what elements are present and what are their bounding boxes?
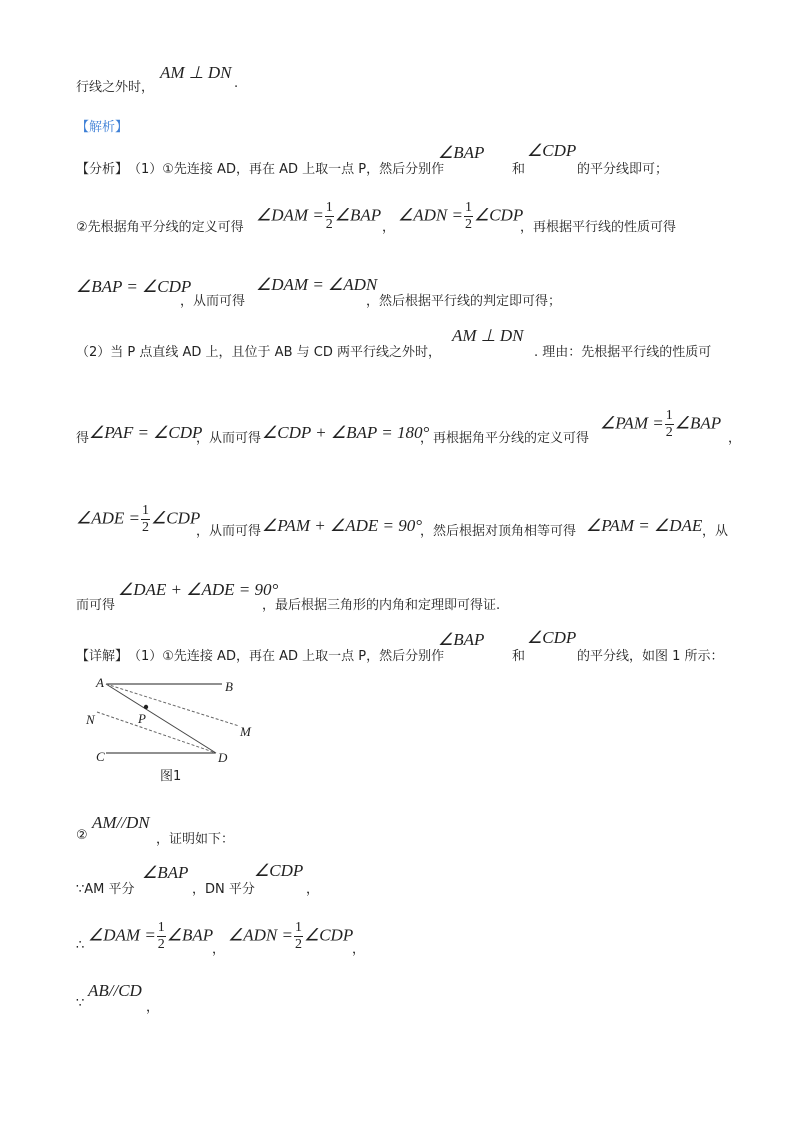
math [600,408,721,441]
text: 得 [76,431,90,446]
label-N: N [86,712,95,727]
math: ∠CDP [254,861,304,880]
fraction-denominator: 2 [464,217,472,232]
fraction [157,920,166,953]
detail-tag: 【详解】 [76,649,129,664]
figure-caption: 图1 [160,769,182,784]
fraction-denominator: 2 [325,217,333,232]
math: ∠BAP [438,630,485,649]
math: ∠PAF = ∠CDP [89,423,203,442]
fraction [464,200,473,233]
section-heading-jiexi: 【解析】 [76,120,129,135]
fraction [665,408,674,441]
math-part: ∠ADE = [76,508,141,528]
math [398,200,523,233]
math-part: ∠CDP [303,925,354,945]
figure-1-diagram [82,672,262,784]
fraction-numerator: 1 [294,920,302,935]
text: 的平分线即可； [577,162,669,177]
text: ，DN 平分 [192,882,255,897]
math: ∠PAM = ∠DAE [586,516,703,535]
text: （1）①先连接 AD，再在 AD 上取一点 P，然后分别作 [128,162,445,177]
label-M: M [240,724,251,739]
text: ， [146,1000,160,1015]
fraction-denominator: 2 [142,520,150,535]
text: 和 [512,649,526,664]
text: 和 [512,162,526,177]
math-part: ∠BAP [674,413,722,433]
text: 行线之外时， [76,80,155,95]
math: ∠DAM = ∠ADN [256,275,378,294]
fraction-numerator: 1 [464,200,472,215]
text: ，从 [702,524,729,539]
math-part: ∠BAP [166,925,214,945]
text: ，从而可得 [196,524,262,539]
math-part: ∠ADN = [228,925,293,945]
math-part: ∠CDP [151,508,201,528]
text: ，从而可得 [180,294,246,309]
text: （2）当 P 点直线 AD 上，且位于 AB 与 CD 两平行线之外时， [76,345,441,360]
math-part: ∠CDP [473,205,524,225]
text: ∵ [76,996,85,1011]
math-part: ∠BAP [334,205,382,225]
text: （1）①先连接 AD，再在 AD 上取一点 P，然后分别作 [128,649,445,664]
fraction [141,503,150,536]
math-part: ∠DAM = [88,925,156,945]
segment-AD [106,684,216,753]
label-B: B [225,679,233,694]
text: ，从而可得 [196,431,262,446]
math: ∠BAP [438,143,485,162]
math: ∠DAE + ∠ADE = 90° [118,580,279,599]
math: ∠BAP [142,863,189,882]
text: ，然后根据平行线的判定即可得； [366,294,562,309]
text: ， [306,882,320,897]
text: 而可得 [76,598,116,613]
math: ∠BAP = ∠CDP [76,277,192,296]
fraction-numerator: 1 [325,200,333,215]
math [88,920,213,953]
text: ，最后根据三角形的内角和定理即可得证. [262,598,501,613]
math: AM ⊥ DN [160,63,232,82]
math [256,200,381,233]
point-P [144,705,148,709]
math [228,920,353,953]
fraction-numerator: 1 [142,503,150,518]
math: ∠CDP [527,141,577,160]
text: ， [352,942,366,957]
text: ， [382,220,396,235]
text: . 理由：先根据平行线的性质可 [534,345,712,360]
text: ② [76,828,88,843]
math-part: ∠PAM = [600,413,664,433]
fraction-numerator: 1 [157,920,165,935]
text: ， [212,942,226,957]
math: ∠PAM + ∠ADE = 90° [262,516,423,535]
fraction-denominator: 2 [665,425,673,440]
bisector-DN [97,712,216,753]
label-C: C [96,749,105,764]
text: ，再根据平行线的性质可得 [520,220,677,235]
fraction [325,200,334,233]
math-part: ∠DAM = [256,205,324,225]
math: AM ⊥ DN [452,326,524,345]
math [76,503,200,536]
analysis-tag: 【分析】 [76,162,129,177]
label-P: P [138,711,146,726]
fraction-denominator: 2 [157,937,165,952]
math: AM//DN [92,813,150,832]
math-part: ∠ADN = [398,205,463,225]
text: ， [728,431,742,446]
text: ∵AM 平分 [76,882,135,897]
label-A: A [96,675,104,690]
label-D: D [218,750,228,765]
text: ，证明如下： [156,832,235,847]
math: ∠CDP [527,628,577,647]
fraction [294,920,303,953]
text: 的平分线，如图 1 所示： [577,649,724,664]
text: ∴ [76,938,85,953]
math: ∠CDP + ∠BAP = 180° [262,423,430,442]
text: ，再根据角平分线的定义可得 [420,431,590,446]
text: . [234,76,239,91]
fraction-numerator: 1 [665,408,673,423]
text: ，然后根据对顶角相等可得 [420,524,577,539]
bisector-AM [106,684,239,726]
text: ②先根据角平分线的定义可得 [76,220,244,235]
fraction-denominator: 2 [294,937,302,952]
math: AB//CD [88,981,142,1000]
